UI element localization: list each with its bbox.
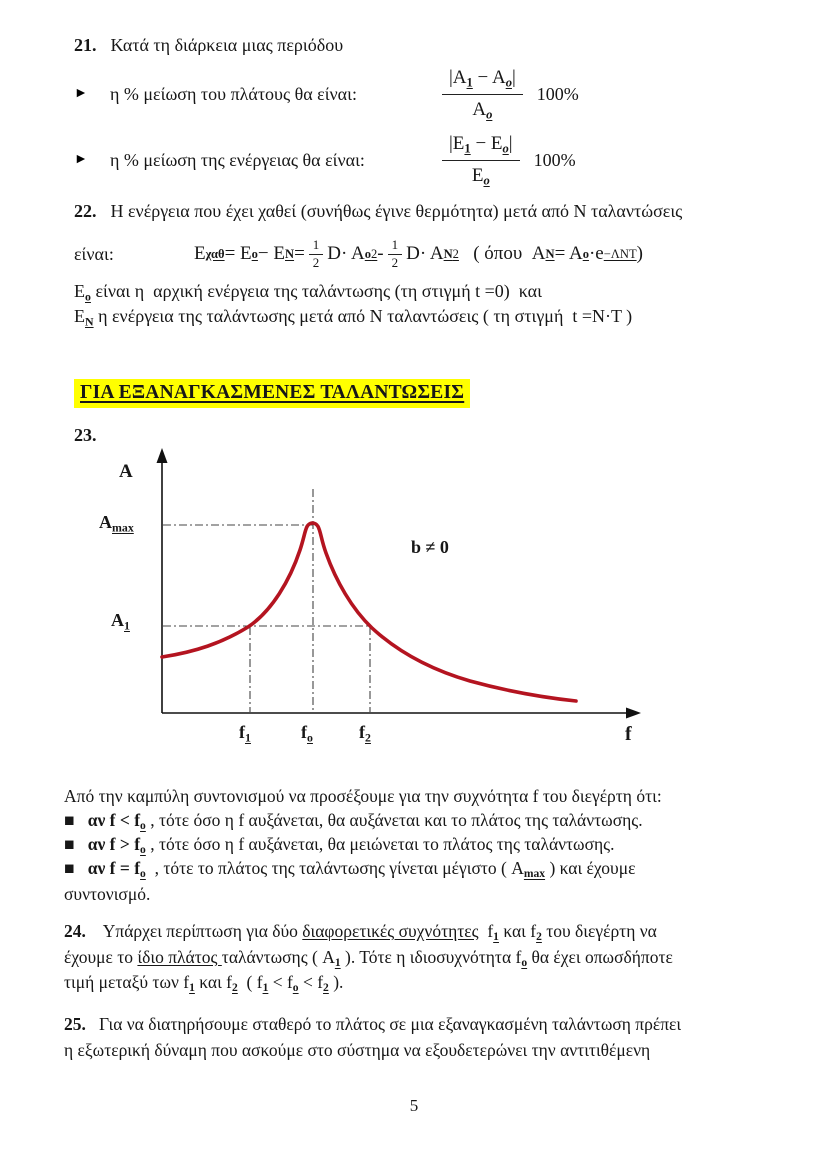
- x-axis-label: f: [625, 723, 632, 745]
- item-23-number: 23.: [74, 425, 97, 445]
- percent-suffix: 100%: [533, 149, 576, 170]
- item-21-number: 21.: [74, 35, 97, 55]
- item-22-text: Η ενέργεια που έχει χαθεί (συνήθως έγινε θερμότητα) μετά από Ν ταλαντώσεις: [110, 201, 683, 221]
- resonance-curve-chart: [80, 442, 660, 764]
- resonance-bullet-2: ■ αν $f > f_o$ , τότε όσο η f αυξάνεται, θα μειώνεται το πλάτος της ταλάντωσης.: [64, 834, 615, 857]
- arrow-bullet-icon: ►: [74, 152, 88, 167]
- amax-label: $A_{max}$: [99, 512, 134, 535]
- damping-annotation: b ≠ 0: [411, 537, 449, 557]
- item-24-line1: 24. Υπάρχει περίπτωση για δύο διαφορετικές συχνότητες $f_1$ και $f_2$ του διεγέρτη να: [64, 921, 657, 944]
- amplitude-decrease-label: η % μείωση του πλάτους θα είναι:: [110, 83, 357, 104]
- resonance-bullet-3: ■ αν $f = f_o$ , τότε το πλάτος της ταλάντωσης γίνεται μέγιστο ( $A_{max}$ ) και έχουμε: [64, 858, 636, 881]
- item-22-line3: $E_o$ είναι η αρχική ενέργεια της ταλάντωσης (τη στιγμή t =0) και: [74, 281, 542, 304]
- fraction-denominator: $A_o$: [472, 98, 493, 121]
- fraction-numerator: $|A_1 - A_o|$: [442, 66, 523, 95]
- item-25-line1: 25. Για να διατηρήσουμε σταθερό το πλάτος σε μια εξαναγκασμένη ταλάντωση πρέπει: [64, 1014, 682, 1034]
- fraction-numerator: $|E_1 - E_o|$: [442, 132, 520, 161]
- amplitude-fraction: [442, 66, 523, 122]
- a1-label: $A_1$: [111, 610, 130, 633]
- page-number: 5: [409, 1096, 419, 1115]
- fraction-denominator: $E_o$: [471, 164, 490, 187]
- percent-suffix: 100%: [536, 83, 579, 104]
- resonance-curve: [162, 523, 576, 701]
- item-22-line4: $E_N$ η ενέργεια της ταλάντωσης μετά από Ν ταλαντώσεις ( τη στιγμή t =N·T ): [74, 306, 633, 329]
- section-heading-wrap: [74, 379, 470, 408]
- energy-decrease-label: η % μείωση της ενέργειας θα είναι:: [110, 149, 365, 170]
- resonance-intro: Από την καμπύλη συντονισμού να προσέξουμε για την συχνότητα f του διεγέρτη ότι:: [64, 786, 662, 806]
- energy-fraction: [442, 132, 520, 188]
- f1-label: $f_1$: [239, 722, 251, 745]
- energy-loss-formula: E χαθ = E o − E N = $\frac{1}{2}$ D· A o 2 - $\frac{1}{2}$ D· A N 2 ( όπου A N = A o ·e −ΛNT ): [194, 236, 643, 270]
- item-21-text: Κατά τη διάρκεια μιας περιόδου: [110, 35, 344, 55]
- y-axis-label: A: [119, 461, 133, 482]
- arrow-bullet-icon: ►: [74, 86, 88, 101]
- fo-label: $f_o$: [301, 722, 313, 745]
- formula-prefix: είναι:: [74, 244, 114, 264]
- x-axis-arrow-icon: [626, 708, 641, 719]
- item-21-title: [74, 33, 343, 57]
- item-22-line1: [74, 199, 682, 223]
- item-25-line2: η εξωτερική δύναμη που ασκούμε στο σύστημα να εξουδετερώνει την αντιτιθέμενη: [64, 1040, 651, 1060]
- resonance-closing: συντονισμό.: [64, 884, 151, 904]
- item-24-line2: έχουμε το ίδιο πλάτος ταλάντωσης ( $A_1$ ). Τότε η ιδιοσυχνότητα $f_o$ θα έχει οπωσδήποτε: [64, 947, 673, 970]
- item-24-line3: τιμή μεταξύ των $f_1$ και $f_2$ ( $f_1 < f_o < f_2$ ).: [64, 972, 344, 995]
- y-axis-arrow-icon: [157, 448, 168, 463]
- forced-oscillations-heading: ΓΙΑ ΕΞΑΝΑΓΚΑΣΜΕΝΕΣ ΤΑΛΑΝΤΩΣΕΙΣ: [74, 379, 470, 408]
- item-22-formula-row: [74, 228, 643, 280]
- item-22-number: 22.: [74, 201, 97, 221]
- amplitude-decrease-row: [74, 62, 579, 126]
- resonance-bullet-1: ■ αν $f < f_o$ , τότε όσο η f αυξάνεται, θα αυξάνεται και το πλάτος της ταλάντωσης.: [64, 810, 643, 833]
- energy-decrease-row: [74, 128, 576, 192]
- f2-label: $f_2$: [359, 722, 371, 745]
